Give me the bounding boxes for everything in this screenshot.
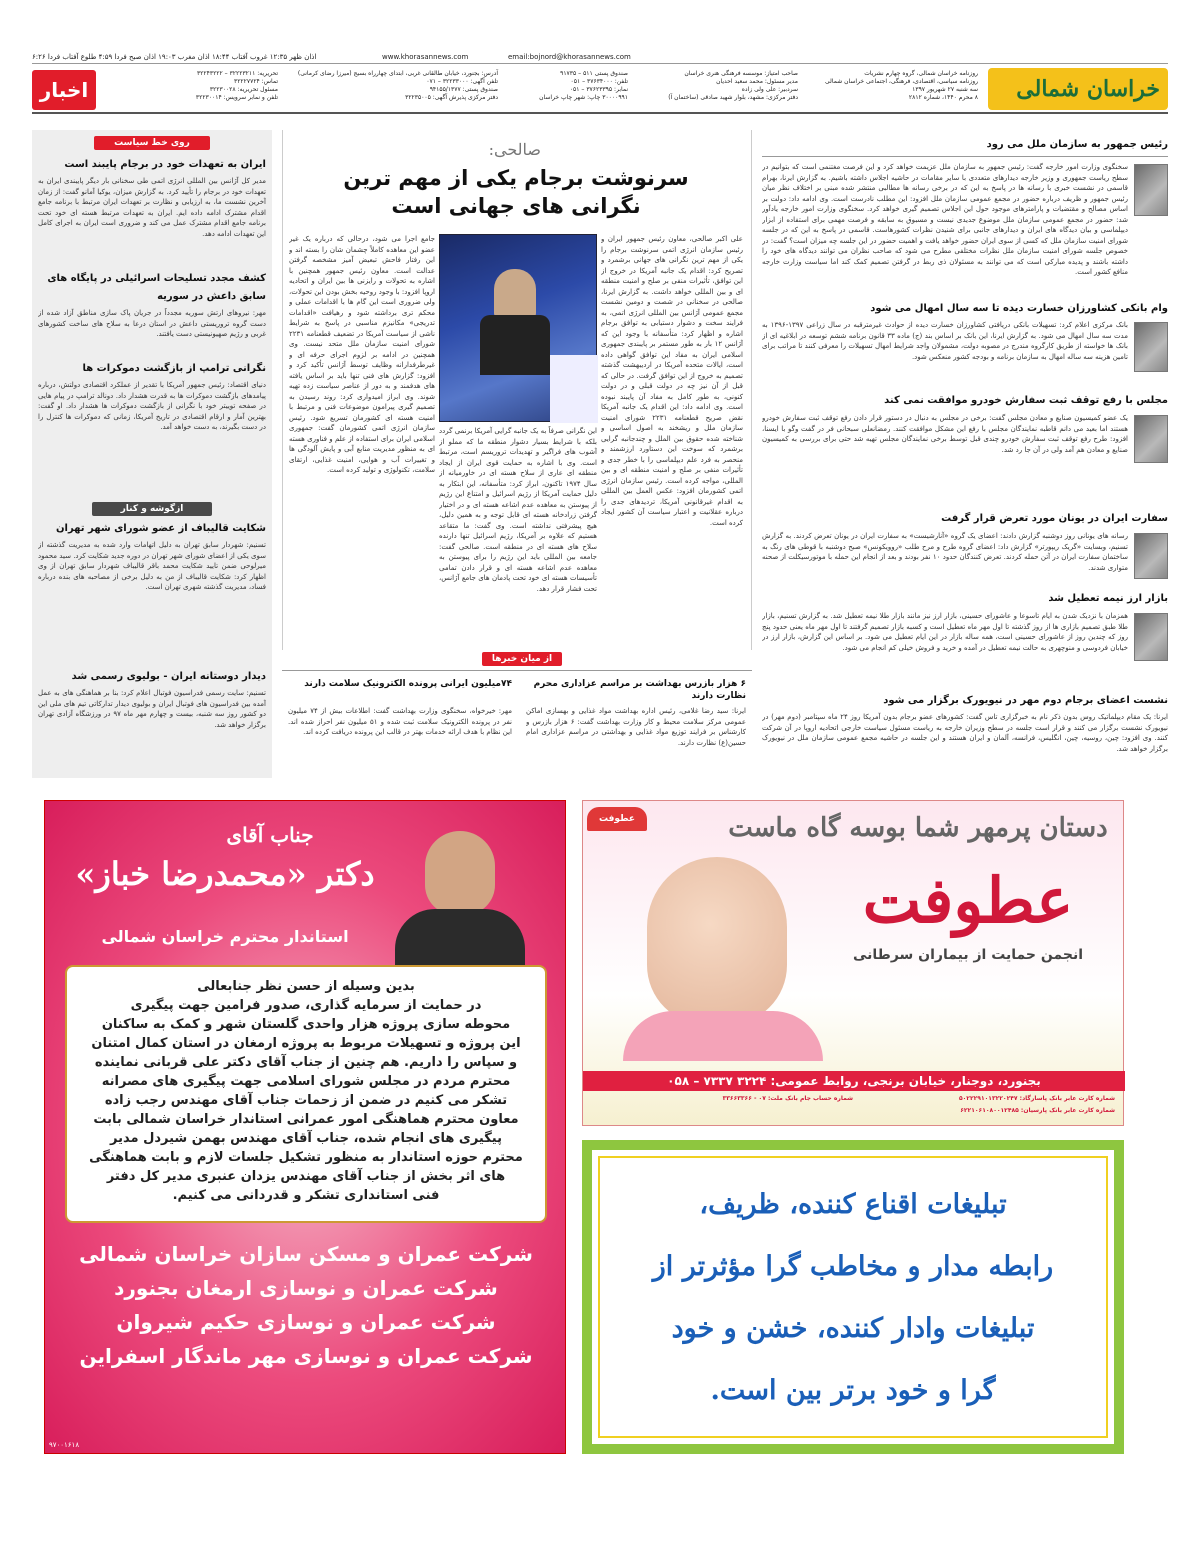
brief-body: مهر: خیرخواه، سخنگوی وزارت بهداشت گفت: اطلاعات بیش از ۷۴ میلیون نفر در پرونده الکترونیک سلامت ثبت شده و ۵۱ میلیون نفر احراز شده اند. این نظام با هدف ارائه خدمات بهتر در قالب این پرونده دریافت کرده اند. xyxy=(288,707,512,736)
quote-line: رابطه مدار و مخاطب گرا مؤثرتر از xyxy=(652,1251,1054,1282)
ad-code: ۹۷۰۰۱۶۱۸ xyxy=(49,1441,80,1449)
ad-line: فنی استانداری تشکر و قدردانی می کنیم. xyxy=(172,1188,440,1203)
charity-child-photo xyxy=(623,851,823,1061)
article-title[interactable]: شکایت قالیباف از عضو شورای شهر تهران xyxy=(55,523,266,534)
brief-title[interactable]: ۶ هزار بازرس بهداشت بر مراسم عزاداری محرم نظارت دارند xyxy=(533,679,746,701)
right-column xyxy=(762,130,1168,778)
article-body: ایرنا: یک مقام دیپلماتیک روس بدون ذکر نام به خبرگزاری تاس گفت: کشورهای عضو برجام بدون آمریکا روز ۲۴ ماه سپتامبر (دوم مهر) در نیویورک نشست برگزار می کنند و قرار است جلسه در سطح وزیران خارجه به ریاست مسئول سیاست خارجی اتحادیه اروپا در آن شرکت کنند. وی افزود: چین، روسیه، چین، انگلیس، فرانسه، آلمان و ایران هستند و این جلسه در حاشیه مجمع عمومی سازمان ملل در نیویورک برگزار خواهد شد. xyxy=(762,713,1168,753)
article-body: رسانه های یونانی روز دوشنبه گزارش دادند: اعضای یک گروه «آنارشیست» به سفارت ایران در یونان تعرض کردند. به گزارش تسنیم، وبسایت «گریک ریپورتر» گزارش داد: اعضای گروه طرح و مرح طلب «روویکونس» صبح دوشنبه با قوطی های رنگ به ساختمان سفارت ایران در آتن حمله کردند. تعرض کنندگان حدود ۱۰ نفر بودند و بعد از انجام این حمله با موتورسیکلت از صحنه متواری شدند. xyxy=(762,532,1128,572)
child-shirt xyxy=(623,1011,823,1061)
ad-line: در حمایت از سرمایه گذاری، صدور فرامین جهت پیگیری xyxy=(130,998,482,1013)
website-link[interactable]: www.khorasannews.com xyxy=(382,53,469,61)
charity-brand: عطوفت xyxy=(862,864,1074,937)
news-strip-tag: از میان خبرها xyxy=(482,652,562,666)
brief-title[interactable]: ۷۴میلیون ایرانی پرونده الکترونیک سلامت دارند xyxy=(304,679,512,689)
article-photo xyxy=(1134,533,1168,579)
ad-line: محوطه سازی پروژه هزار واحدی گلستان شهر و کمک به ساکنان xyxy=(101,1017,511,1032)
photo-speaker xyxy=(494,269,536,319)
ad-line: محترم حوزه استاندار به منظور تشکیل جلسات لازم و بابت هماهنگی xyxy=(89,1150,523,1165)
article-title[interactable]: مجلس با رفع توقف ثبت سفارش خودرو موافقت نمی کند xyxy=(884,395,1168,406)
article-body: دنیای اقتصاد: رئیس جمهور آمریکا با تقدیر از عملکرد اقتصادی دولتش، درباره پیامدهای بازگشت دموکرات ها به قدرت هشدار داد. دونالد ترامپ در پیام هایی در صفحه توییتر خود با نگرانی از بازگشت دموکرات ها هشدار داد. او گفت: بهترین آمار و ارقام اقتصادی در تاریخ آمریکا، زمانی که دموکرات ها کنترل را در دست بگیرند، به دست خواهد آمد. xyxy=(38,381,266,431)
masthead-logo xyxy=(988,68,1168,110)
ad-line: پیگیری های انجام شده، جناب آقای مهندس بهمن شیردل مدیر xyxy=(110,1131,502,1146)
signature-line: شرکت عمران و نوسازی ارمغان بجنورد xyxy=(114,1276,498,1300)
article-body: مهر: نیروهای ارتش سوریه مجدداً در جریان پاک سازی مناطق آزاد شده از دست گروه تروریستی داعش در استان درعا به سلاح های ساخت کشورهای غربی و رژیم صهیونیستی دست یافتند. xyxy=(38,309,266,338)
article-title[interactable]: نشست اعضای برجام دوم مهر در نیویورک برگزار می شود xyxy=(883,695,1168,706)
contact-info: تحریریه: ۳۲۲۲۳۲۱۱ – ۳۲۲۴۳۲۲۲ تماس: ۳۲۲۲۷۷۲۴ مسئول تحریریه: ۳۲۲۳۰۰۲۸ تلفن و نمابر سرویس: ۳۲۲۳۰۰۱۴ xyxy=(195,70,278,101)
ad-line: معاون محترم هماهنگی امور عمرانی استاندار خراسان شمالی بابت xyxy=(93,1112,519,1127)
ad-line: محترم مردم در مجلس شورای اسلامی جهت پیگیری های مصرانه xyxy=(101,1074,511,1089)
ad-name: دکتر «محمدرضا خباز» xyxy=(75,855,375,893)
quote-line: گرا و خود برتر بین است. xyxy=(710,1375,996,1406)
story-photo xyxy=(439,234,597,422)
quote-line: تبلیغات وادار کننده، خشن و خود xyxy=(671,1313,1035,1344)
article-body: بانک مرکزی اعلام کرد: تسهیلات بانکی دریافتی کشاورزان خسارت دیده از حوادث غیرمترقبه در سال زراعی ۱۳۹۷-۱۳۹۶ به مدت سه سال امهال می شود. به گزارش ایرنا، این بانک بر اساس بند (ج) ماده ۳۳ قانون برنامه ششم توسعه در ابلاغیه ای از بانک ها خواسته از طریق کارگروه مندرج در مصوبه دولت، مشمولان واجد شرایط امهال تسهیلات را معرفی کنند تا مراتب برای تامین هزینه سه ساله امهال به سازمان برنامه و بودجه کشور منعکس شود. xyxy=(762,321,1128,361)
photo-body xyxy=(480,315,550,375)
logo-text: خراسان شمالی xyxy=(1016,76,1160,102)
ad-line: و سپاس را داریم. هم چنین از جناب آقای دکتر علی قربانی نماینده xyxy=(94,1055,518,1070)
center-story xyxy=(282,130,752,650)
story-column-2: این نگرانی صرفاً به یک جانبه گرایی آمریکا برنمی گردد بلکه با شرایط بسیار دشوار منطقه ما که مملو از آشوب های فراگیر و تهدیدات تروریسم است، مرتبط است. وی با اشاره به حمایت قوی ایران از ایجاد منطقه ای عاری از سلاح هسته ای در خاورمیانه از سال ۱۹۷۴ تاکنون، ابراز کرد: متأسفانه، این ابتکار به دلیل حمایت آمریکا از رژیم اسرائیل و امتناع این رژیم از پیوستن به معاهده عدم اشاعه هسته ای و در اختیار گرفتن زرادخانه هسته ای قابل توجه و به همین دلیل، هیچ پیشرفتی نداشته است. وی گفت: ما متقاعد هستیم که علاوه بر آمریکا، رژیم اسرائیل تنها دارنده سلاح های هسته ای در منطقه است. صالحی گفت: جامعه بین المللی باید این رژیم را برای پیوستن به معاهده عدم اشاعه هسته ای و قرار دادن تمامی تأسیسات هسته ای خود تحت پادمان های جامع آژانس، تحت فشار قرار دهد. xyxy=(439,427,597,593)
ad-charity[interactable] xyxy=(582,800,1124,1126)
story-column-1: علی اکبر صالحی، معاون رئیس جمهور ایران و رئیس سازمان انرژی اتمی سرنوشت برجام را یکی از مهم ترین نگرانی های جهانی برشمرد و تصریح کرد: اقدام یک جانبه آمریکا در خروج از این توافق، تأثیرات منفی بر صلح و امنیت منطقه ای و بین المللی خواهد داشت. به گزارش ایرنا، صالحی در سخنانی در شصت و دومین نشست مجمع عمومی آژانس بین المللی انرژی اتمی، به فرایند سخت و دشوار دستیابی به توافق برجام اشاره و اظهار کرد: متأسفانه با وجود این که آژانس ۱۲ بار به طور مستمر بر پایبندی جمهوری اسلامی ایران به مفاد این توافق گواهی داده است، ایالات متحده آمریکا در اردیبهشت گذشته تصمیم به خروج از این توافق گرفت. در حالی که قبل از آن نیز چه در دولت قبلی و در دولت کنونی، به طور کامل به مفاد آن پایبند نبوده است. وی ادامه داد: این اقدام یک جانبه آمریکا نقض صریح قطعنامه ۲۲۳۱ شورای امنیت سازمان ملل و ریشخند به اصول اساسی و شناخته شده حقوق بین الملل و چندجانبه گرایی برشمرد که سوخت این دستاورد ارزشمند و منحصر به فرد علم دیپلماسی را با خطر جدی و تأثیرات منفی بر صلح و امنیت منطقه ای و بین المللی، مواجه کرده است. رئیس سازمان انرژی اتمی کشورمان افزود: عکس العمل بین المللی به اقدام غیرقانونی آمریکا، تردیدهای جدی را درباره عقلانیت و اعتبار سیاست آن کشور ایجاد کرده است. xyxy=(601,235,743,527)
article-body: سخنگوی وزارت امور خارجه گفت: رئیس جمهور به سازمان ملل عزیمت خواهد کرد و این فرصت مغتنمی است که بتوانیم در سطح ریاست جمهوری و وزیر خارجه دیدارهای متعددی با سایر مقامات در حاشیه اجلاس داشته باشیم. به گزارش ایرنا، بهرام قاسمی در نشست خبری با رسانه ها در پاسخ به این که در برخی رسانه ها مطالبی منتشر شده مبنی بر اختلاف نظر میان رئیس جمهور و ظریف درباره حضور در مجمع عمومی سازمان ملل افزود: این مطلب نادرست است. وی ادامه داد: دولت بر اساس مصالح و مقتضیات و پارامترهای موجود حول این اجلاس تصمیم گیری خواهد کرد. سخنگوی وزارت امور خارجه یادآور شد: حضور در مجمع عمومی سازمان ملل موضوع جدیدی نیست و مسبوق به سابقه و فرصت مهمی برای استفاده از ابزار دیپلماسی و بیان دیدگاه های ایران و دیدارهای جانبی برای شنیدن نظرات کشورهاست. قاسمی در پاسخ به این که در جلسه شورای امنیت سازمان ملل که کسی از سوی ایران حضور خواهد یافت و اهمیت حضور در این جلسه چه میزان است؟ گفت: در خصوص جلسه شورای امنیت سازمان ملل نظرات مختلفی مطرح می شود که صاحب نظران می توانند دیدگاه های خود را داشته باشند و پدیده مبارکی است که می توانند به مسئولان ذی ربط در گرفتن تصمیم کمک کند اما سیاست وزارت خارجه منافع کشور است. xyxy=(762,163,1128,276)
charity-account: شماره حساب جام بانک ملت: ۰۷ - ۳۳۶۶۳۳۶۶ xyxy=(722,1095,853,1102)
ad-honorific: جناب آقای xyxy=(226,823,314,847)
ad-signatures xyxy=(65,1237,547,1373)
article-body: تسنیم: شهردار سابق تهران به دلیل اتهامات وارد شده به مدیریت گذشته از سوی یکی از اعضای شورای شهر تهران در دوره جدید شکایت کرد. سید محمود میرلوحی ضمن تایید شکایت محمد باقر قالیباف شهردار سابق تهران از وی اظهار کرد: شکایت قالیباف از من به دلیل برخی از مصاحبه های بنده درباره فساد، مدیریت گذشته شهری تهران است. xyxy=(38,541,266,591)
section-tag: روی خط سیاست xyxy=(94,136,210,150)
article-photo xyxy=(1134,415,1168,463)
article-title[interactable]: کشف مجدد تسلیحات اسرائیلی در پایگاه های سابق داعش در سوریه xyxy=(47,273,266,302)
photo-podium xyxy=(550,355,598,423)
section-badge xyxy=(32,70,96,110)
email-link[interactable]: email:bojnord@khorasannews.com xyxy=(508,53,631,61)
article-title[interactable]: ایران به تعهدات خود در برجام پایبند است xyxy=(64,159,266,170)
headline-kicker: صالحی: xyxy=(488,140,541,159)
story-column-3: جامع اجرا می شود، درحالی که درباره یک غیر عضو این معاهده کاملاً چشمان شان را بسته اند و این رفتار فاحش تبعیض آمیز مشخصه گرفتن عدالت است. معاون رئیس جمهور همچنین با اشاره به تحولات و رایزنی ها بین ایران و اتحادیه اروپا افزود: با وجود روحیه بخش بودن این تحولات، ولی ضروری است این گام ها با اقدامات عملی و محکم تری برداشته شود و رهیافت «اقدامات تدریجی» مکانیزم مناسبی در پاسخ به شرایط ناشی از سیاست آمریکا در تضعیف قطعنامه ۲۲۳۱ شورای امنیت سازمان ملل متحد نیست. وی همچنین در ادامه بر لزوم اجرای حرفه ای و غیرطرفدارانه وظایف توسط آژانس تأکید کرد و افزود: گزارش های فنی تنها باید بر اساس یافته های هدفمند و به دور از عناصر سیاست زده تهیه شوند. وی ابراز امیدواری کرد: روند رسیدن به تصمیم گیری پیرامون موضوعات فنی و مرتبط با امنیت هسته ای کشورمان تسریع شود. رئیس سازمان انرژی اتمی کشورمان گفت: جمهوری اسلامی ایران برای استفاده از علم و فناوری هسته ای به منظور مدیریت منابع آبی و پایش آلودگی ها و تغییرات آب و هوایی، امنیت غذایی، ارتقای سلامت، تکنولوژی و تولید کرده است. xyxy=(289,235,435,474)
section-label: اخبار xyxy=(39,78,89,102)
phones-info: صندوق پستی ۵۱۱ – ۹۱۷۳۵ تلفن: ۳۷۶۳۴۰۰۰ – ۰۵۱ نمابر: ۳۷۶۲۳۳۹۵ – ۰۵۱ ۳۰۰۰۰۹۹۱ چاپ: شهر چاپ خراسان xyxy=(539,70,628,101)
ad-line: های اثر بخش از جناب آقای مهندس یزدان عنبری مدیر کل دفتر xyxy=(106,1169,506,1184)
ad-quote xyxy=(606,1174,1100,1422)
article-photo xyxy=(1134,613,1168,661)
child-head xyxy=(647,857,787,1025)
charity-address: بجنورد، دوجنار، خیابان برنجی، روابط عمومی: ۳۲۲۴ ۷۳۳۷ – ۰۵۸ xyxy=(583,1071,1125,1091)
article-title[interactable]: دیدار دوستانه ایران - بولیوی رسمی شد xyxy=(71,671,266,682)
charity-bank-2: شماره کارت عابر بانک پارسیان: ۶۲۲۱۰۶۱۰۸۰۰۱۲۴۸۵ xyxy=(960,1107,1115,1114)
divider xyxy=(762,156,1168,157)
charity-subtitle: انجمن حمایت از بیماران سرطانی xyxy=(852,947,1084,963)
address-info: آدرس: بجنورد، خیابان طالقانی غربی، ابتدای چهارراه بسیج (میرزا رضای کرمانی) تلفن آگهی: ۳۲۲۳۳۰۰۰ – ۰۷۱ صندوق پستی: ۹۴۱۵۵/۱۳۷۷ دفتر مرکزی پذیرش آگهی: ۳۲۲۳۵۰۰۵ xyxy=(297,70,498,101)
masthead xyxy=(32,66,1168,114)
paper-info: روزنامه خراسان شمالی، گروه چهارم نشریات روزنامه سیاسی، اقتصادی، فرهنگی، اجتماعی خراسان شمالی سه شنبه ۲۷ شهریور ۱۳۹۷ ۸ محرم ۱۴۴۰، شماره ۲۸۱۲ xyxy=(825,70,978,101)
signature-line: شرکت عمران و نوسازی حکیم شیروان xyxy=(116,1310,496,1334)
charity-bank-1: شماره کارت عابر بانک پاسارگاد: ۵۰۲۲۲۹۱۰۱۳۲۲۰۲۴۷ xyxy=(958,1095,1115,1102)
ad-line: بدین وسیله از حسن نظر جنابعالی xyxy=(197,979,415,994)
prayer-times: اذان ظهر ۱۲:۳۵ غروب آفتاب ۱۸:۴۴ اذان مغرب ۱۹:۰۳ اذان صبح فردا ۴:۵۹ طلوع آفتاب فردا ۶:۲۶ xyxy=(32,53,317,61)
article-body: یک عضو کمیسیون صنایع و معادن مجلس گفت: برخی در مجلس به دنبال در دستور قرار دادن رفع توقف ثبت سفارش خودرو هستند اما بعید می دانم قاطبه نمایندگان مجلس با رفع این مشکل موافقت کنند. رمضانعلی سبحانی فر در گفت وگو با ایسنا، افزود: طرح رفع توقف ثبت سفارش خودرو چندی قبل توسط برخی نمایندگان مجلس تهیه شد حتی برای بررسی به کمیسیون صنایع و معادن هم آمد ولی در آن جا رد شد. xyxy=(762,414,1128,454)
article-body: مدیر کل آژانس بین المللی انرژی اتمی طی سخنانی بار دیگر پایبندی ایران به تعهدات خود در برجام را تأیید کرد. به گزارش میزان، یوکیا آمانو گفت: از زمان آخرین نشست ما، به ارزیابی و نظارت بر تعهدات ایران مرتبط با برنامه جامع اقدام مشترک ادامه داده ایم. ایران به تعهدات مرتبط هسته ای خود تحت برنامه جامع اقدام مشترک عمل می کند و ضروری است ایران به اجرای کامل این تعهدات ادامه دهد. xyxy=(38,177,266,238)
section-tag-dark: ازگوشه و کنار xyxy=(92,502,212,516)
article-body: تسنیم: سایت رسمی فدراسیون فوتبال اعلام کرد: بنا بر هماهنگی های به عمل آمده بین فدراسیون های فوتبال ایران و بولیوی دیدار تدارکاتی تیم های ملی این دو کشور روز سه شنبه، بیست و چهارم مهر ماه ۹۷ در ورزشگاه آزادی تهران برگزار خواهد شد. xyxy=(38,689,266,729)
quote-line: تبلیغات اقناع کننده، ظریف، xyxy=(699,1189,1007,1220)
ad-line: تشکر می کنیم در ضمن از زحمات جناب آقای مهندس رجب زاده xyxy=(104,1093,508,1108)
charity-logo: عطوفت xyxy=(587,807,647,831)
ad-line: این پروژه و تسهیلات مربوط به پروژه ارمغان در استان کمال امتنان xyxy=(91,1036,521,1051)
portrait-head xyxy=(425,831,495,915)
left-column xyxy=(32,130,272,778)
divider xyxy=(282,670,752,671)
article-title[interactable]: بازار ارز نیمه تعطیل شد xyxy=(1048,593,1168,604)
ad-message-box xyxy=(65,965,547,1223)
owner-info: صاحب امتیاز: موسسه فرهنگی هنری خراسان مدیر مسئول: محمد سعید احدیان سردبیر: علی ولی زاده دفتر مرکزی: مشهد، بلوار شهید صادقی (ساختمان آ) xyxy=(668,70,798,101)
signature-line: شرکت عمران و نوسازی مهر ماندگار اسفراین xyxy=(79,1344,533,1368)
signature-line: شرکت عمران و مسکن سازان خراسان شمالی xyxy=(79,1242,533,1266)
brief-body: ایرنا: سید رضا غلامی، رئیس اداره بهداشت مواد غذایی و بهسازی اماکن عمومی مرکز سلامت محیط و کار وزارت بهداشت گفت: ۶ هزار بازرس و کارشناس بر فرایند توزیع مواد غذایی و بهداشتی در مراسم عزاداری امام حسین(ع) نظارت دارند. xyxy=(526,707,746,747)
article-title[interactable]: سفارت ایران در یونان مورد تعرض قرار گرفت xyxy=(941,513,1168,524)
article-title[interactable]: رئیس جمهور به سازمان ملل می رود xyxy=(986,139,1168,150)
article-photo xyxy=(1134,164,1168,216)
top-bar xyxy=(32,52,1168,64)
article-body: همزمان با نزدیک شدن به ایام تاسوعا و عاشورای حسینی، بازار ارز نیز مانند بازار طلا نیمه تعطیل شد. به گزارش تسنیم، بازار طلا طبق تصمیم بازاری ها از روز گذشته تا اول مهر ماه تعطیل است و کسبه بازار تصمیم گرفتند تا اول مهر ماه یعنی حدود پنج روز که چندین روز از عاشورای حسینی است، همه ساله بازار در این ایام تعطیل می شود. بر اساس این گزارش، بازار ارز در خیابان فردوسی و منوچهری به حالت نیمه تعطیل در آمده و خرید و فروش خیلی کم انجام می شود. xyxy=(762,612,1128,652)
headline[interactable]: سرنوشت برجام یکی از مهم ترین نگرانی های جهانی است xyxy=(343,166,689,218)
article-photo xyxy=(1134,322,1168,372)
ad-role: استاندار محترم خراسان شمالی xyxy=(101,927,349,946)
ad-appreciation[interactable] xyxy=(44,800,566,1454)
charity-slogan: دستان پرمهر شما بوسه گاه ماست xyxy=(728,813,1108,843)
article-title[interactable]: وام بانکی کشاورزان خسارت دیده تا سه سال امهال می شود xyxy=(870,303,1168,314)
ad-advertising-quote[interactable] xyxy=(582,1140,1124,1454)
news-strip xyxy=(282,650,752,778)
article-title[interactable]: نگرانی ترامپ از بازگشت دموکرات ها xyxy=(82,363,266,374)
